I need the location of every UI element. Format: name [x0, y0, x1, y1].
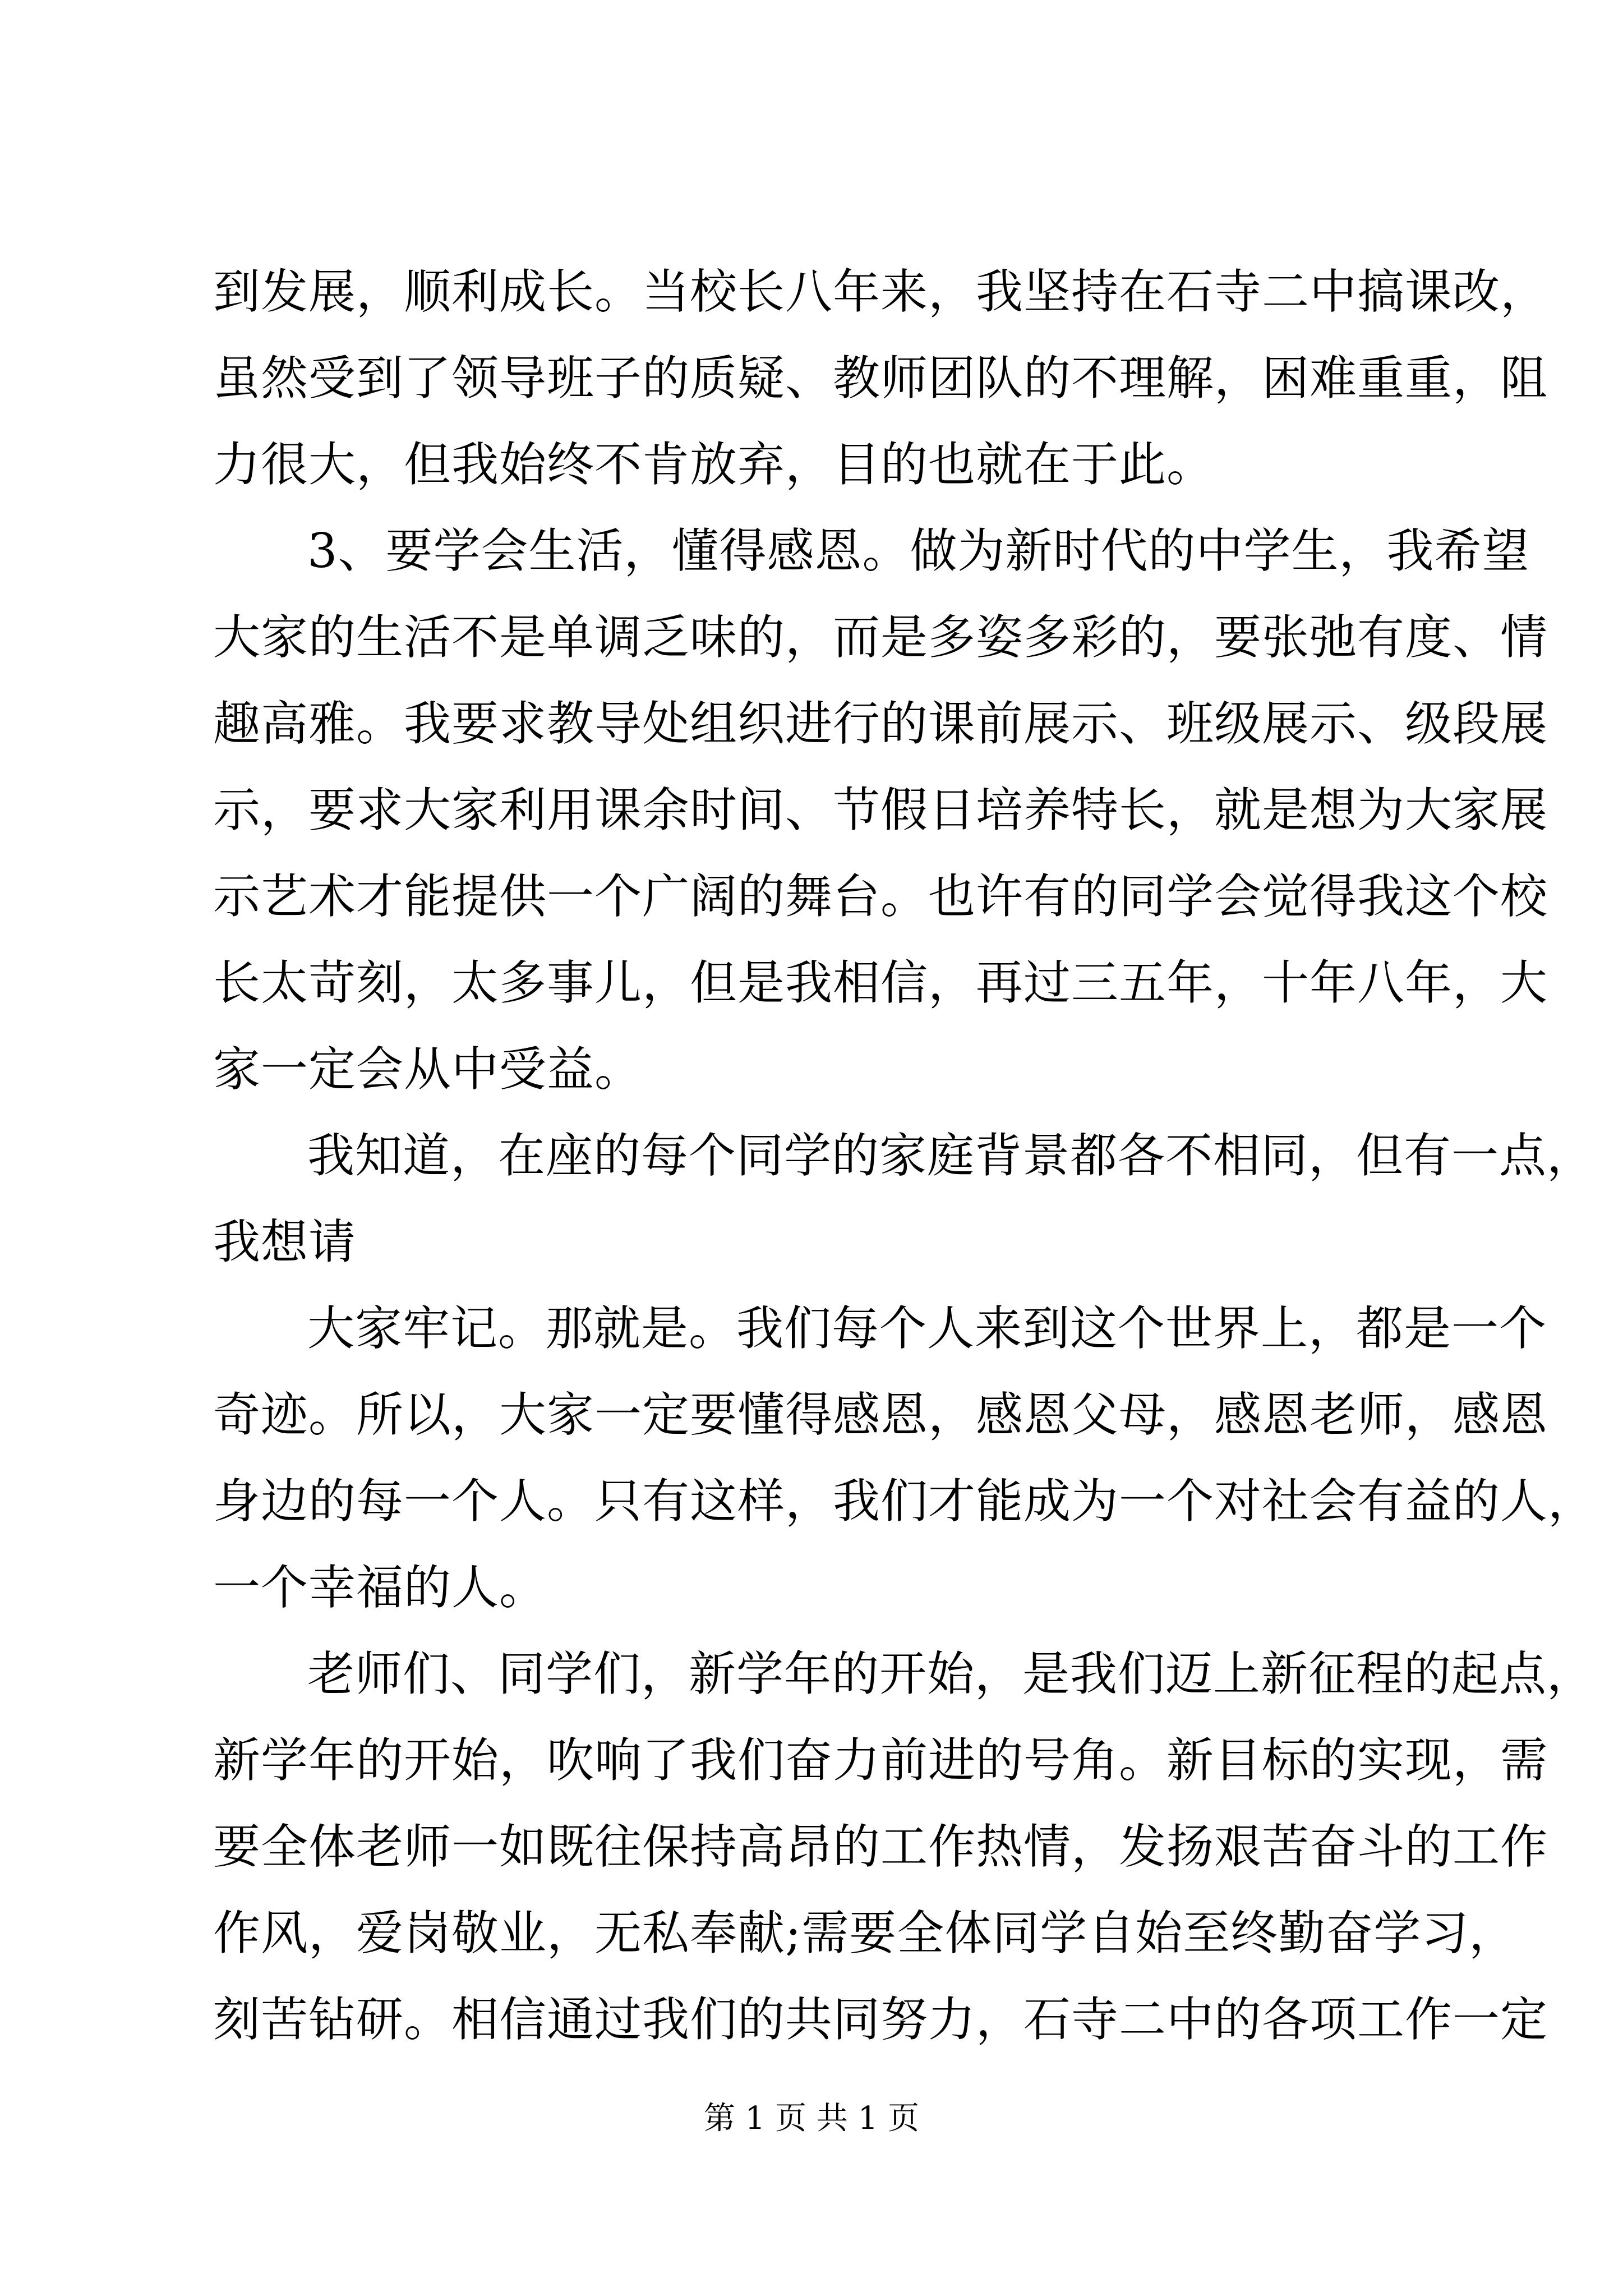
text-line: 力很大，但我始终不肯放弃，目的也就在于此。 — [213, 437, 1215, 492]
text-line: 我想请 — [213, 1214, 357, 1269]
text-line: 长太苛刻，太多事儿，但是我相信，再过三五年，十年八年，大 — [213, 955, 1548, 1010]
text-line: 身边的每一个人。只有这样，我们才能成为一个对社会有益的人， — [213, 1474, 1596, 1529]
text-line: 趣高雅。我要求教导处组织进行的课前展示、班级展示、级段展 — [213, 696, 1548, 751]
text-line: 大家的生活不是单调乏味的，而是多姿多彩的，要张弛有度、情 — [213, 610, 1548, 665]
text-line: 3、要学会生活，懂得感恩。做为新时代的中学生，我希望 — [307, 523, 1530, 578]
text-line: 奇迹。所以，大家一定要懂得感恩，感恩父母，感恩老师，感恩 — [213, 1387, 1548, 1442]
text-line: 刻苦钻研。相信通过我们的共同努力，石寺二中的各项工作一定 — [213, 1992, 1548, 2047]
text-line: 家一定会从中受益。 — [213, 1042, 643, 1097]
text-line: 一个幸福的人。 — [213, 1560, 547, 1615]
text-line: 要全体老师一如既往保持高昂的工作热情，发扬艰苦奋斗的工作 — [213, 1819, 1548, 1874]
text-line: 示，要求大家利用课余时间、节假日培养特长，就是想为大家展 — [213, 783, 1548, 838]
text-line: 老师们、同学们，新学年的开始，是我们迈上新征程的起点， — [307, 1646, 1595, 1701]
page-footer: 第 1 页 共 1 页 — [703, 2100, 920, 2137]
text-line: 新学年的开始，吹响了我们奋力前进的号角。新目标的实现，需 — [213, 1733, 1548, 1788]
text-line: 我知道，在座的每个同学的家庭背景都各不相同，但有一点， — [307, 1128, 1595, 1183]
text-line: 到发展，顺利成长。当校长八年来，我坚持在石寺二中搞课改， — [213, 264, 1548, 319]
text-line: 示艺术才能提供一个广阔的舞台。也许有的同学会觉得我这个校 — [213, 869, 1548, 924]
text-line: 作风，爱岗敬业，无私奉献;需要全体同学自始至终勤奋学习， — [213, 1906, 1517, 1961]
text-line: 虽然受到了领导班子的质疑、教师团队的不理解，困难重重，阻 — [213, 351, 1548, 406]
text-line: 大家牢记。那就是。我们每个人来到这个世界上，都是一个 — [307, 1301, 1547, 1356]
